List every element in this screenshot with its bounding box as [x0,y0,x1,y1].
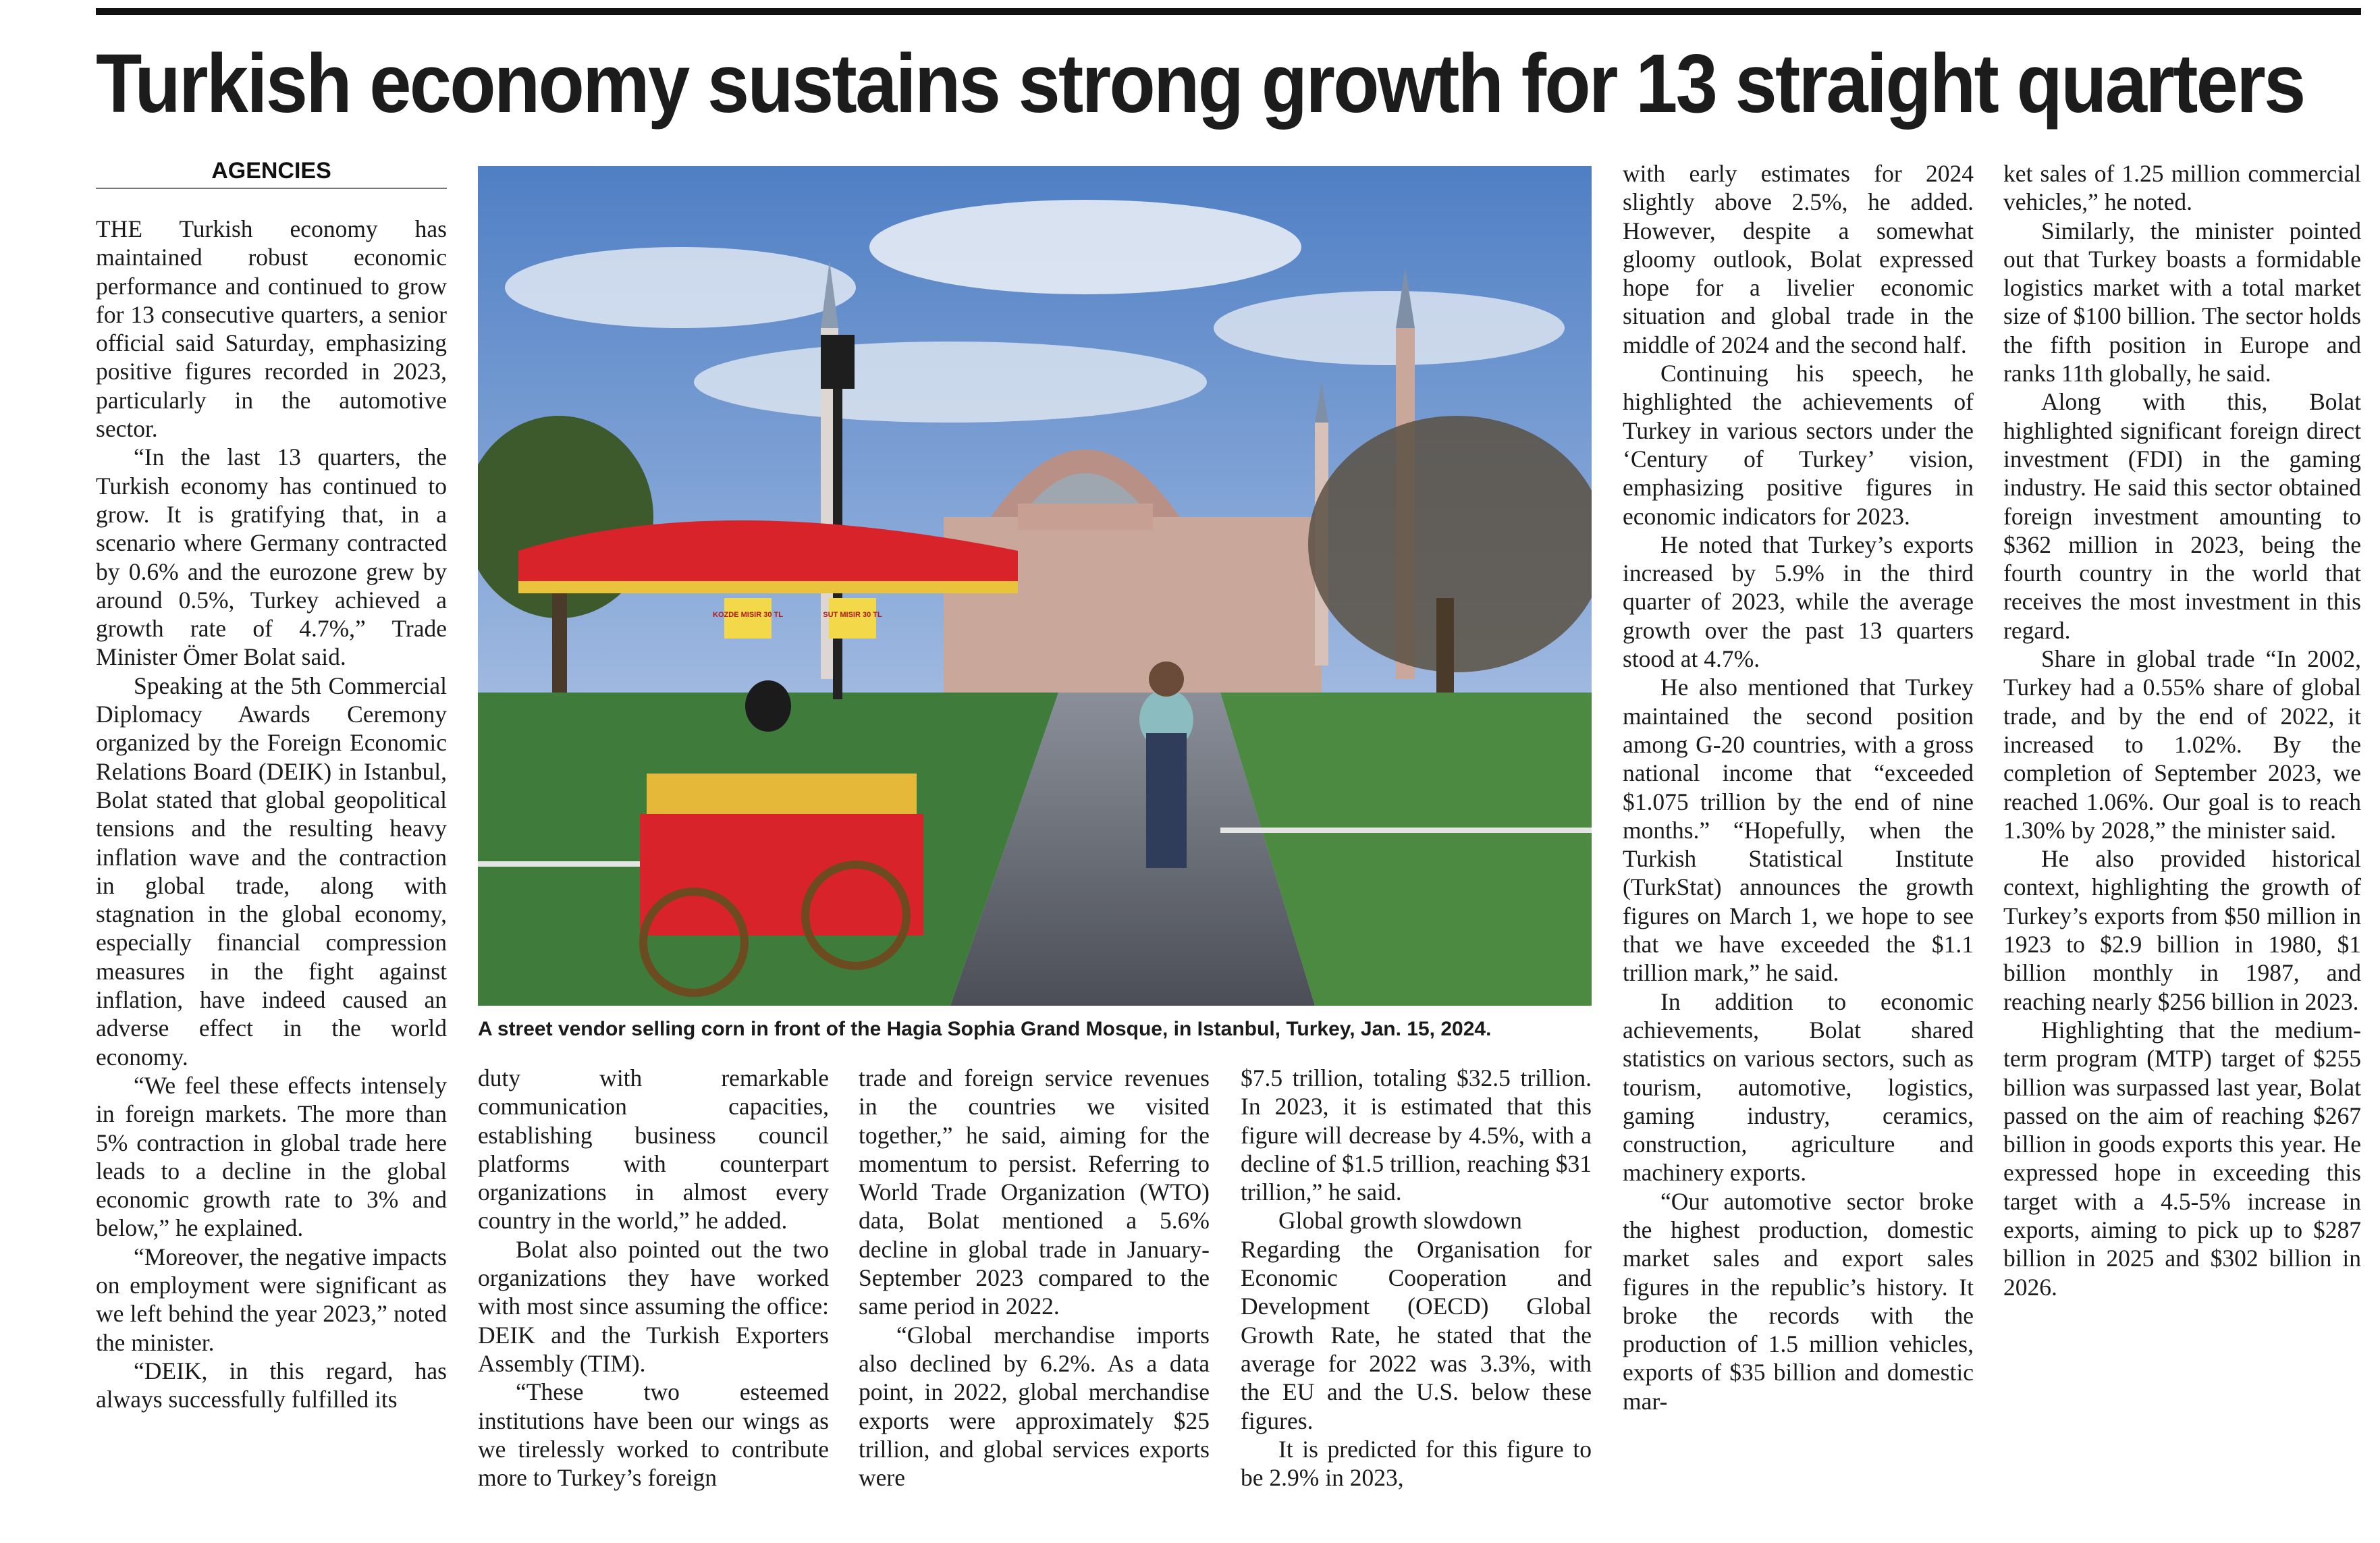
article-paragraph: trade and foreign service revenues in the countries we visited together,” he said, aiming for the momentum to persist. Referring to World Trade Organization (WTO) data, Bolat mentioned a 5.6% decline in global trade in January-September 2023 compared to the same period in 2022. [859,1064,1210,1320]
article-paragraph: “Moreover, the negative impacts on employment were significant as we left behind the year 2023,” noted the minister. [96,1243,447,1356]
article-paragraph: “In the last 13 quarters, the Turkish economy has continued to grow. It is gratifying that, in a scenario where Germany contracted by 0.6% and the eurozone grew by around 0.5%, Turkey achieved a growth rate of 4.7%,” Trade Minister Ömer Bolat said. [96,443,447,671]
article-paragraph: ket sales of 1.25 million commercial vehicles,” he noted. [2003,160,2361,216]
article-paragraph: He also provided historical context, highlighting the growth of Turkey’s exports from $50 million in 1923 to $2.9 billion in 1980, $1 billion monthly in 1987, and reaching nearly $256 billion in 2023. [2003,845,2361,1015]
article-paragraph: Bolat also pointed out the two organizations they have worked with most since assuming the office: DEIK and the Turkish Exporters Assembly (TIM). [478,1235,829,1377]
article-paragraph: Highlighting that the medium-term program (MTP) target of $255 billion was surpassed last year, Bolat passed on the aim of reaching $267 billion in goods exports this year. He expressed hope in exceeding this target with a 4.5-5% increase in exports, aiming to pick up to $287 billion in 2025 and $302 billion in 2026. [2003,1016,2361,1301]
article-paragraph: “DEIK, in this regard, has always successfully fulfilled its [96,1357,447,1413]
hagia-sophia-photo-image [478,166,1592,1006]
article-paragraph: “These two esteemed institutions have been our wings as we tirelessly worked to contribute more to Turkey’s foreign [478,1378,829,1492]
article-paragraph: “Our automotive sector broke the highest production, domestic market sales and export sales figures in the republic’s history. It broke the records with the production of 1.5 million vehicles, exports of $35 billion and domestic mar- [1623,1187,1974,1415]
column-6 [2003,159,2361,1536]
column-2 [478,1064,829,1536]
article-paragraph: Similarly, the minister pointed out that Turkey boasts a formidable logistics market with a total market size of $100 billion. The sector holds the fifth position in Europe and ranks 11th globally, he said. [2003,217,2361,387]
column-3 [859,1064,1210,1536]
article-paragraph: Share in global trade “In 2002, Turkey had a 0.55% share of global trade, and by the end of 2022, it increased to 1.02%. By the completion of September 2023, we reached 1.06%. Our goal is to reach 1.30% by 2028,” the minister said. [2003,645,2361,844]
cart-sign-text: SUT MISIR 30 TL [823,611,882,619]
article-photo [478,166,1592,1006]
article-paragraph: “We feel these effects intensely in foreign markets. The more than 5% contraction in global trade here leads to a decline in the global economic growth rate to 3% and below,” he explained. [96,1071,447,1242]
column-1 [96,215,447,1538]
article-paragraph: “Global merchandise imports also declined by 6.2%. As a data point, in 2022, global merchandise exports were approximately $25 trillion, and global services exports were [859,1321,1210,1492]
article-paragraph: Along with this, Bolat highlighted significant foreign direct investment (FDI) in the gaming industry. He said this sector obtained foreign investment amounting to $362 million in 2023, being the fourth country in the world that receives the most investment in this regard. [2003,388,2361,644]
column-4 [1241,1064,1592,1536]
article-paragraph: Global growth slowdown [1278,1207,1522,1235]
article-paragraph: duty with remarkable communication capacities, establishing business council platforms with counterpart organizations in almost every country in the world,” he added. [478,1064,829,1235]
article-paragraph: $7.5 trillion, totaling $32.5 trillion. In 2023, it is estimated that this figure will decrease by 4.5%, with a decline of $1.5 trillion, reaching $31 trillion,” he said. [1241,1064,1592,1206]
article-paragraph: In addition to economic achievements, Bolat shared statistics on various sectors, such as tourism, automotive, logistics, gaming industry, ceramics, construction, agriculture and machinery exports. [1623,987,1974,1187]
byline: AGENCIES [96,158,447,189]
article-paragraph: Regarding the Organisation for Economic Cooperation and Development (OECD) Global Growth Rate, he stated that the average for 2022 was 3.3%, with the EU and the U.S. below these figures. [1241,1235,1592,1434]
article-paragraph: It is predicted for this figure to be 2.9% in 2023, [1241,1435,1592,1492]
article-paragraph: with early estimates for 2024 slightly above 2.5%, he added. However, despite a somewhat gloomy outlook, Bolat expressed hope for a livelier economic situation and global trade in the middle of 2024 and the second half. [1623,160,1974,358]
article-paragraph: Continuing his speech, he highlighted the achievements of Turkey in various sectors under the ‘Century of Turkey’ vision, emphasizing positive figures in economic indicators for 2023. [1623,360,1974,530]
photo-caption: A street vendor selling corn in front of the Hagia Sophia Grand Mosque, in Istanbul, Turkey, Jan. 15, 2024. [478,1018,1492,1040]
top-rule [96,8,2361,15]
article-paragraph: He also mentioned that Turkey maintained the second position among G-20 countries, with a gross national income that “exceeded $1.075 trillion by the end of nine months.” “Hopefully, when the Turkish Statistical Institute (TurkStat) announces the growth figures on March 1, we hope to see that we have exceeded the $1.1 trillion mark,” he said. [1623,674,1974,987]
article-paragraph: He noted that Turkey’s exports increased by 5.9% in the third quarter of 2023, while the average growth over the past 13 quarters stood at 4.7%. [1623,531,1974,673]
cart-sign-text: KOZDE MISIR 30 TL [713,611,783,619]
article-paragraph: Speaking at the 5th Commercial Diplomacy Awards Ceremony organized by the Foreign Economic Relations Board (DEIK) in Istanbul, Bolat stated that global geopolitical tensions and the resulting heavy inflation wave and the contraction in global trade, along with stagnation in the global economy, especially financial compression measures in the fight against inflation, have indeed caused an adverse effect in the world economy. [96,672,447,1071]
column-5 [1623,159,1974,1536]
article-paragraph: THE Turkish economy has maintained robust economic performance and continued to grow for 13 consecutive quarters, a senior official said Saturday, emphasizing positive figures recorded in 2023, particularly in the automotive sector. [96,215,447,443]
headline: Turkish economy sustains strong growth for 13 straight quarters [96,38,2304,130]
